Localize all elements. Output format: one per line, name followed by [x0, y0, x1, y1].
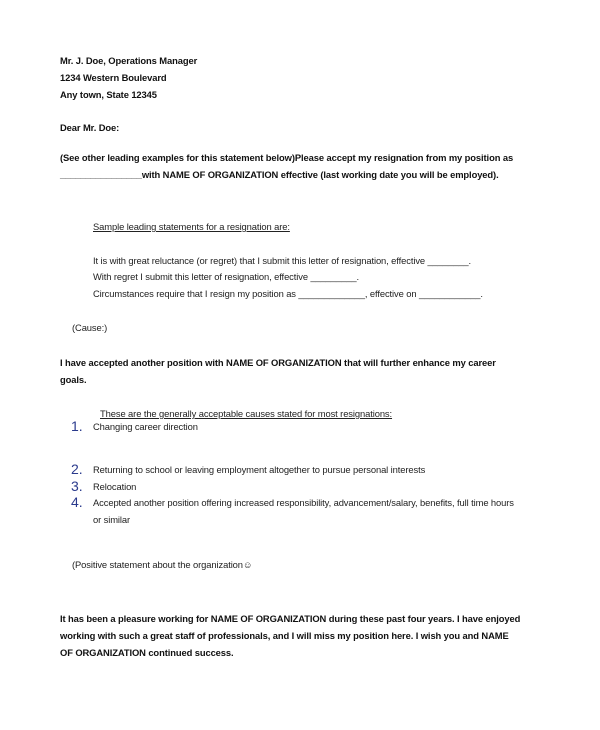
list-item: Accepted another position offering increased responsibility, advancement/salary, benefits, full time hours — [93, 497, 514, 508]
recipient-city: Any town, State 12345 — [60, 89, 157, 100]
salutation: Dear Mr. Doe: — [60, 122, 120, 133]
list-item: Returning to school or leaving employment altogether to pursue personal interests — [93, 464, 426, 475]
list-item: Relocation — [93, 481, 137, 492]
list-item: Changing career direction — [93, 421, 198, 432]
sample-statement-1: It is with great reluctance (or regret) that I submit this letter of resignation, effective ________. — [93, 255, 471, 266]
sample-statement-2: With regret I submit this letter of resignation, effective _________. — [93, 271, 359, 282]
accepted-line-1: I have accepted another position with NAME OF ORGANIZATION that will further enhance my career — [60, 357, 496, 368]
accepted-line-2: goals. — [60, 374, 87, 385]
recipient-street: 1234 Western Boulevard — [60, 72, 167, 83]
samples-heading: Sample leading statements for a resignation are: — [93, 221, 290, 232]
closing-line-1: It has been a pleasure working for NAME OF ORGANIZATION during these past four years. I have enjoyed — [60, 613, 521, 624]
closing-line-3: OF ORGANIZATION continued success. — [60, 647, 234, 658]
list-number: 4. — [71, 494, 83, 510]
sample-statement-3: Circumstances require that I resign my position as _____________, effective on ____________. — [93, 288, 483, 299]
intro-line-2: ________________with NAME OF ORGANIZATION effective (last working date you will be employed). — [60, 169, 499, 180]
list-item-continuation: or similar — [93, 514, 131, 525]
closing-line-2: working with such a great staff of professionals, and I will miss my position here. I wish you and NAME — [60, 630, 509, 641]
causes-heading: These are the generally acceptable causes stated for most resignations: — [100, 408, 393, 419]
recipient-name: Mr. J. Doe, Operations Manager — [60, 55, 198, 66]
list-number: 1. — [71, 418, 83, 434]
intro-line-1: (See other leading examples for this statement below)Please accept my resignation from my position as — [60, 152, 514, 163]
cause-placeholder: (Cause:) — [72, 322, 108, 333]
list-number: 3. — [71, 478, 83, 494]
positive-statement-placeholder: (Positive statement about the organization☺ — [72, 559, 253, 570]
list-number: 2. — [71, 461, 83, 477]
